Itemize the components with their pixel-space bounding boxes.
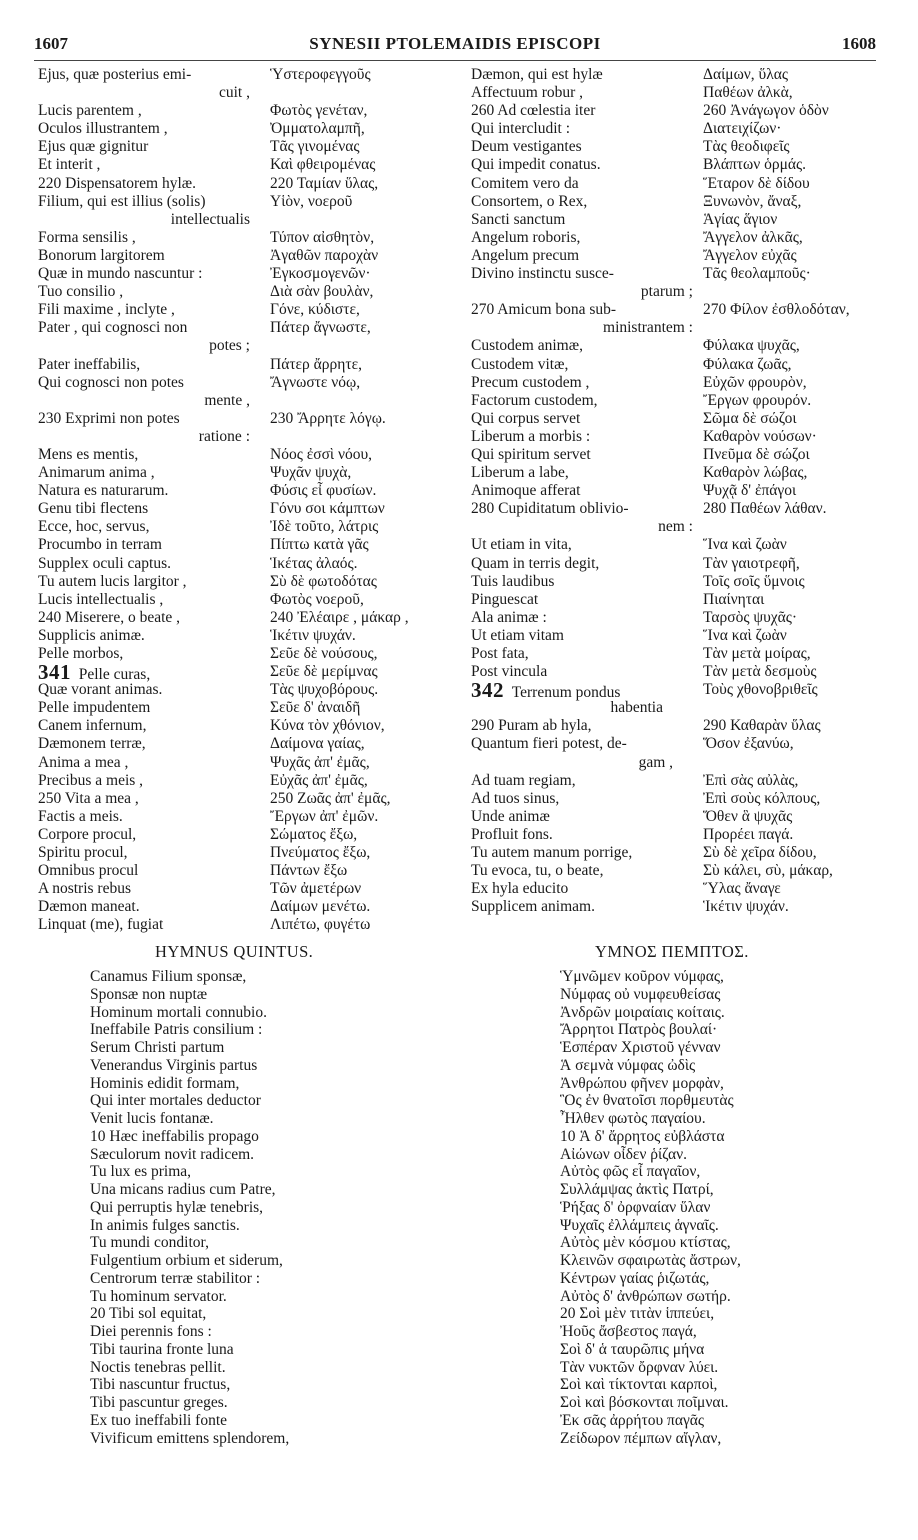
text-line: Deum vestigantes	[471, 138, 582, 156]
verse-line: Hominis edidit formam,	[90, 1074, 240, 1092]
text-line: 230 Exprimi non potes	[38, 409, 180, 427]
text-line: Ἀγαθῶν παροχὰν	[270, 246, 379, 264]
verse-line: Νύμφας οὐ νυμφευθείσας	[560, 985, 721, 1003]
text-line: Sancti sanctum	[471, 210, 566, 228]
text-line: Qui impedit conatus.	[471, 156, 601, 174]
text-line: Dæmonem terræ,	[38, 735, 146, 753]
text-line: Πίπτω κατὰ γᾶς	[270, 536, 369, 554]
text-line: Ἐγκοσμογενῶν·	[270, 265, 371, 283]
text-line: Διατειχίζων·	[703, 120, 782, 138]
text-line: Ἐπὶ σὰς αὐλὰς,	[703, 771, 799, 789]
text-line: Ἐπὶ σοὺς κόλπους,	[703, 789, 821, 807]
text-line: Filium, qui est illius (solis)	[38, 192, 206, 210]
text-line: Supplicis animæ.	[38, 626, 145, 644]
text-line: Νόος ἐσσὶ νόου,	[270, 445, 373, 463]
text-line: habentia	[610, 699, 663, 717]
text-line: Ad tuam regiam,	[471, 771, 576, 789]
text-line: Καὶ φθειρομένας	[270, 156, 376, 174]
verse-line: 20 Tibi sol equitat,	[90, 1305, 207, 1323]
verse-line: Σοὶ δ' ἁ ταυρῶπις μήνα	[560, 1340, 705, 1358]
latin-column-left	[38, 66, 250, 935]
text-line: Comitem vero da	[471, 174, 579, 192]
text-line: Animarum anima ,	[38, 464, 155, 482]
text-line: Ex hyla educito	[471, 880, 569, 898]
text-line: intellectualis	[170, 210, 250, 228]
text-line: Factorum custodem,	[471, 391, 598, 409]
text-line: Πάτερ ἄγνωστε,	[270, 319, 371, 337]
text-line: Liberum a labe,	[471, 464, 569, 482]
text-line: Ψυχᾶς ἀπ' ἐμᾶς,	[270, 753, 370, 771]
verse-line: Αὐτὸς φῶς εἶ παγαῖον,	[560, 1163, 701, 1181]
text-span: Terrenum pondus	[511, 684, 621, 702]
text-line: Ἱκέτας ἀλαός.	[270, 554, 358, 572]
text-line: Quantum fieri potest, de-	[471, 735, 627, 753]
text-line: Mens es mentis,	[38, 445, 139, 463]
text-line: mente ,	[204, 391, 250, 409]
text-line: 260 Ἀνάγωγον ὁδὸν	[703, 102, 829, 120]
verse-line: Ἐκ σᾶς ἀρρήτου παγᾶς	[560, 1411, 705, 1429]
text-line: Profluit fons.	[471, 825, 553, 843]
verse-line: Venit lucis fontanæ.	[90, 1110, 214, 1127]
text-line: Qui intercludit :	[471, 120, 571, 138]
verse-line: Ἑσπέραν Χριστοῦ γένναν	[560, 1039, 721, 1056]
page-number-left: 1607	[34, 34, 68, 53]
text-line: Τύπον αἰσθητὸν,	[270, 228, 375, 246]
verse-line: Ex tuo ineffabili fonte	[90, 1411, 228, 1429]
hymn-latin-text	[90, 968, 430, 1447]
text-line: Υἱὸν, νοεροῦ	[270, 192, 353, 210]
text-line: Spiritu procul,	[38, 844, 128, 862]
blank-line	[703, 754, 893, 772]
text-line: Δαίμονα γαίας,	[270, 735, 365, 753]
text-line: Bonorum largitorem	[38, 246, 165, 264]
text-line: Fili maxime , inclyte ,	[38, 301, 175, 319]
text-line: Δαίμων μενέτω.	[270, 898, 371, 916]
header-rule	[34, 60, 876, 61]
text-line: Unde animæ	[471, 807, 550, 825]
text-line: Pater ineffabilis,	[38, 355, 141, 373]
text-line: Natura es naturarum.	[38, 482, 169, 500]
text-line: 260 Ad cœlestia iter	[471, 102, 596, 120]
text-line: Τὰς ψυχοβόρους.	[270, 681, 379, 699]
text-span: Pelle curas,	[78, 666, 151, 684]
hymn-title-latin: HYMNUS QUINTUS.	[155, 942, 314, 961]
text-line: Εὐχᾶς ἀπ' ἐμᾶς,	[270, 771, 368, 789]
verse-line: Venerandus Virginis partus	[90, 1056, 258, 1074]
text-line: Λιπέτω, φυγέτω	[270, 916, 371, 934]
text-line: Ad tuos sinus,	[471, 789, 560, 807]
verse-line: 20 Σοὶ μὲν τιτὰν ἱππεύει,	[560, 1305, 715, 1323]
text-line: Ὕλας ἄναγε	[703, 880, 781, 898]
verse-line: Αὐτὸς δ' ἀνθρώπων σωτήρ.	[560, 1287, 731, 1305]
verse-line: Ἀνθρώπου φῆνεν μορφὰν,	[560, 1074, 724, 1092]
text-line	[471, 678, 693, 703]
text-line: Post fata,	[471, 645, 529, 662]
verse-line: Ἀνδρῶν μοιραίαις κοίταις.	[560, 1003, 725, 1021]
text-line: Σεῦε δ' ἀναιδῆ	[270, 699, 361, 717]
text-line: Ejus, quæ posterius emi-	[38, 66, 192, 83]
text-line: Πάτερ ἄρρητε,	[270, 355, 362, 373]
text-line: Κύνα τὸν χθόνιον,	[270, 717, 385, 735]
text-line: Pelle impudentem	[38, 699, 151, 717]
text-line: Angelum roboris,	[471, 228, 581, 246]
text-line: Ἔργων φρουρόν.	[703, 391, 812, 409]
text-line: Τοὺς χθονοβριθεῖς	[703, 681, 818, 699]
text-line: 290 Puram ab hyla,	[471, 717, 592, 735]
text-line: Τοῖς σοῖς ὕμνοις	[703, 572, 805, 590]
verse-line: Noctis tenebras pellit.	[90, 1358, 226, 1376]
text-line: Φύλακα ζωᾶς,	[703, 355, 792, 373]
text-line: gam ,	[638, 753, 673, 771]
text-line: Ἵνα καὶ ζωὰν	[703, 626, 787, 644]
text-line: Divino instinctu susce-	[471, 265, 614, 283]
text-line: Προρέει παγά.	[703, 825, 794, 843]
verse-line: 10 Hæc ineffabilis propago	[90, 1127, 259, 1145]
text-line: Τῶν ἀμετέρων	[270, 880, 362, 898]
text-line: Φύλακα ψυχᾶς,	[703, 337, 800, 355]
text-line: 280 Παθέων λάθαν.	[703, 500, 827, 518]
text-line: Ὀμματολαμπῆ,	[270, 120, 365, 138]
text-line: Pelle morbos,	[38, 645, 124, 662]
text-line: Φωτὸς γενέταν,	[270, 102, 368, 120]
blank-line	[270, 337, 460, 355]
text-line: Σὺ κάλει, σὺ, μάκαρ,	[703, 862, 833, 880]
verse-line: Tibi taurina fronte luna	[90, 1340, 234, 1358]
page-number-right: 1608	[842, 34, 876, 53]
text-line: cuit ,	[219, 84, 250, 102]
text-line: Post vincula	[471, 663, 548, 681]
text-line: Tu autem lucis largitor ,	[38, 572, 187, 590]
text-line: Ἄγγελον ἀλκᾶς,	[703, 228, 803, 246]
verse-line: In animis fulges sanctis.	[90, 1216, 240, 1234]
blank-line	[703, 283, 893, 301]
text-line: Tuis laudibus	[471, 572, 555, 590]
text-line: Anima a mea ,	[38, 753, 129, 771]
text-line: Forma sensilis ,	[38, 228, 136, 246]
verse-line: Σοὶ καὶ τίκτονται καρποὶ,	[560, 1376, 718, 1394]
text-line: Ἵνα καὶ ζωὰν	[703, 536, 787, 554]
text-line: Ala animæ :	[471, 608, 547, 626]
text-line: Τὰν μετὰ μοίρας,	[703, 645, 811, 662]
verse-line: Qui inter mortales deductor	[90, 1092, 261, 1110]
text-line: Τὰν μετὰ δεσμοὺς	[703, 663, 817, 681]
text-line: 230 Ἄρρητε λόγῳ.	[270, 409, 386, 427]
text-line: Dæmon maneat.	[38, 898, 140, 916]
text-line: Precibus a meis ,	[38, 771, 144, 789]
text-line: Dæmon, qui est hylæ	[471, 66, 603, 83]
text-line: Oculos illustrantem ,	[38, 120, 168, 138]
text-line: Τὰν γαιοτρεφῆ,	[703, 554, 800, 572]
text-line	[38, 660, 250, 685]
verse-line: Tu hominum servator.	[90, 1287, 227, 1305]
verse-line: Tu mundi conditor,	[90, 1234, 209, 1252]
text-line: Ταρσὸς ψυχᾶς·	[703, 608, 798, 626]
text-line: Ἱκέτιν ψυχάν.	[270, 626, 356, 644]
verse-line: Κλεινῶν σφαιρωτὰς ἄστρων,	[560, 1252, 741, 1269]
text-line: Quam in terris degit,	[471, 554, 600, 572]
verse-line: Ζείδωρον πέμπων αἴγλαν,	[560, 1429, 722, 1447]
verse-line: Fulgentium orbium et siderum,	[90, 1252, 283, 1269]
text-line: Supplicem animam.	[471, 898, 595, 916]
text-line: 240 Miserere, o beate ,	[38, 608, 181, 626]
text-line: 290 Καθαρὰν ὕλας	[703, 717, 821, 735]
text-line: Διὰ σὰν βουλὰν,	[270, 283, 374, 301]
text-line: Custodem animæ,	[471, 337, 583, 355]
text-line: Σὺ δὲ χεῖρα δίδου,	[703, 844, 817, 862]
text-line: Lucis intellectualis ,	[38, 590, 164, 608]
blank-line	[703, 699, 893, 717]
text-line: Ἔργων ἀπ' ἐμῶν.	[270, 807, 379, 825]
text-line: Animoque afferat	[471, 482, 581, 500]
verse-line: Αὐτὸς μὲν κόσμου κτίστας,	[560, 1234, 731, 1252]
text-line: Ut etiam in vita,	[471, 536, 572, 554]
text-line: Procumbo in terram	[38, 536, 162, 554]
text-line: Affectuum robur ,	[471, 84, 584, 102]
text-line: Canem infernum,	[38, 717, 147, 735]
verse-line: Ἦλθεν φωτὸς παγαίου.	[560, 1110, 706, 1127]
text-line: Tu autem manum porrige,	[471, 844, 633, 862]
text-line: Σεῦε δὲ νούσους,	[270, 645, 378, 662]
hymn-greek-text	[560, 968, 890, 1447]
text-line: Quæ vorant animas.	[38, 681, 163, 699]
text-line: Τᾶς γινομένας	[270, 138, 360, 156]
text-line: Pater , qui cognosci non	[38, 319, 188, 337]
text-line: ratione :	[198, 427, 250, 445]
text-line: Φωτὸς νοεροῦ,	[270, 590, 364, 608]
verse-line: Σοὶ καὶ βόσκονται ποῖμναι.	[560, 1394, 729, 1411]
text-line: Σὺ δὲ φωτοδότας	[270, 572, 377, 590]
verse-line: Τὰν νυκτῶν ὄρφναν λύει.	[560, 1358, 719, 1376]
latin-column-right	[471, 66, 693, 916]
text-line: ptarum ;	[640, 283, 693, 301]
text-line: 250 Ζωᾶς ἀπ' ἐμᾶς,	[270, 789, 391, 807]
verse-line: Ψυχαῖς ἐλλάμπεις ἁγναῖς.	[560, 1216, 719, 1234]
verse-line: Tibi nascuntur fructus,	[90, 1376, 231, 1394]
text-line: Πνεύματος ἔξω,	[270, 844, 371, 862]
text-line: Καθαρὸν νούσων·	[703, 427, 817, 445]
text-line: Βλάπτων ὁρμάς.	[703, 156, 807, 174]
text-line: Εὐχῶν φρουρὸν,	[703, 373, 807, 391]
text-line: Δαίμων, ὕλας	[703, 66, 788, 83]
text-line: Qui spiritum servet	[471, 445, 591, 463]
verse-line: Qui perruptis hylæ tenebris,	[90, 1198, 264, 1216]
verse-line: Tibi pascuntur greges.	[90, 1394, 228, 1411]
verse-line: Ῥήξας δ' ὀρφναίαν ὕλαν	[560, 1198, 711, 1216]
text-line: Corpore procul,	[38, 825, 137, 843]
text-line: Παθέων ἀλκὰ,	[703, 84, 793, 102]
text-line: Πιαίνηται	[703, 590, 765, 608]
text-line: Τὰς θεοδιφεῖς	[703, 138, 790, 156]
text-line: Qui cognosci non potes	[38, 373, 184, 391]
text-line: Ut etiam vitam	[471, 626, 564, 644]
text-line: 220 Dispensatorem hylæ.	[38, 174, 196, 192]
text-line: Angelum precum	[471, 246, 580, 264]
text-line: Γόνε, κύδιστε,	[270, 301, 360, 319]
text-line: 270 Φίλον ἐσθλοδόταν,	[703, 301, 850, 319]
verse-line: Ἄρρητοι Πατρὸς βουλαί·	[560, 1021, 718, 1039]
verse-line: Sæculorum novit radicem.	[90, 1145, 255, 1163]
running-title: SYNESII PTOLEMAIDIS EPISCOPI	[309, 34, 601, 53]
text-line: Tu evoca, tu, o beate,	[471, 862, 604, 880]
text-line: 240 Ἐλέαιρε , μάκαρ ,	[270, 608, 409, 626]
verse-line: Hominum mortali connubio.	[90, 1003, 267, 1021]
text-line: Ἄγνωστε νόῳ,	[270, 373, 361, 391]
column-marker: 342	[471, 678, 504, 703]
blank-line	[270, 211, 460, 229]
text-line: Consortem, o Rex,	[471, 192, 588, 210]
verse-line: 10 Ἁ δ' ἄρρητος εὐβλάστα	[560, 1127, 725, 1145]
text-line: Ὅσον ἐξανύω,	[703, 735, 794, 753]
text-line: Custodem vitæ,	[471, 355, 569, 373]
text-line: Quæ in mundo nascuntur :	[38, 265, 203, 283]
text-line: Ξυνωνὸν, ἄναξ,	[703, 192, 802, 210]
verse-line: Una micans radius cum Patre,	[90, 1181, 276, 1198]
text-line: Φύσις εἶ φυσίων.	[270, 482, 377, 500]
text-line: Πνεῦμα δὲ σώζοι	[703, 445, 810, 463]
verse-line: Αἰώνων οἶδεν ῥίζαν.	[560, 1145, 688, 1163]
blank-line	[270, 84, 460, 102]
text-line: potes ;	[209, 337, 250, 355]
text-line: Lucis parentem ,	[38, 102, 142, 120]
text-line: Σεῦε δὲ μερίμνας	[270, 663, 378, 681]
greek-column-right	[703, 66, 893, 916]
text-line: Σώματος ἔξω,	[270, 825, 358, 843]
text-line: Pinguescat	[471, 590, 539, 608]
verse-line: Ὑμνῶμεν κοῦρον νύμφας,	[560, 968, 724, 985]
verse-line: Tu lux es prima,	[90, 1163, 192, 1181]
verse-line: Κέντρων γαίας ῥιζωτάς,	[560, 1269, 710, 1287]
text-line: 250 Vita a mea ,	[38, 789, 139, 807]
text-line: Omnibus procul	[38, 862, 139, 880]
text-line: Et interit ,	[38, 156, 101, 174]
text-line: Γόνυ σοι κάμπτων	[270, 500, 385, 518]
verse-line: Serum Christi partum	[90, 1039, 225, 1056]
text-line: Ἰδὲ τοῦτο, λάτρις	[270, 518, 379, 536]
blank-line	[270, 428, 460, 446]
running-header	[34, 34, 876, 56]
text-line: Genu tibi flectens	[38, 500, 149, 518]
verse-line: Ἠοῦς ἄσβεστος παγά,	[560, 1323, 697, 1340]
blank-line	[703, 518, 893, 536]
text-line: Ψυχᾷ δ' ἐπάγοι	[703, 482, 797, 500]
text-line: 280 Cupiditatum oblivio-	[471, 500, 629, 518]
text-line: Ἄγγελον εὐχᾶς	[703, 246, 797, 264]
text-line: Ὑστεροφεγγοῦς	[270, 66, 371, 83]
column-marker: 341	[38, 660, 71, 685]
text-line: nem :	[658, 518, 693, 536]
text-line: Factis a meis.	[38, 807, 123, 825]
text-line: 270 Amicum bona sub-	[471, 301, 617, 319]
text-line: A nostris rebus	[38, 880, 131, 898]
text-line: Ἕταρον δὲ δίδου	[703, 174, 810, 192]
text-line: Precum custodem ,	[471, 373, 590, 391]
greek-column-left	[270, 66, 460, 935]
text-line: Liberum a morbis :	[471, 427, 591, 445]
text-line: Ejus quæ gignitur	[38, 138, 149, 156]
verse-line: Diei perennis fons :	[90, 1323, 212, 1340]
text-line: Linquat (me), fugiat	[38, 916, 164, 934]
text-line: Σῶμα δὲ σώζοι	[703, 409, 797, 427]
verse-line: Συλλάμψας ἀκτὶς Πατρί,	[560, 1181, 714, 1198]
verse-line: Centrorum terræ stabilitor :	[90, 1269, 261, 1287]
text-line: Tuo consilio ,	[38, 283, 124, 301]
text-line: Ψυχᾶν ψυχὰ,	[270, 464, 352, 482]
text-line: Ecce, hoc, servus,	[38, 518, 150, 536]
verse-line: Vivificum emittens splendorem,	[90, 1429, 290, 1447]
text-line: 220 Ταμίαν ὕλας,	[270, 174, 379, 192]
blank-line	[703, 319, 893, 337]
verse-line: Ἁ σεμνὰ νύμφας ὠδὶς	[560, 1056, 696, 1074]
text-line: Καθαρὸν λώβας,	[703, 464, 808, 482]
verse-line: Sponsæ non nuptæ	[90, 985, 208, 1003]
verse-line: Canamus Filium sponsæ,	[90, 968, 247, 985]
text-line: Ὅθεν ἃ ψυχᾶς	[703, 807, 793, 825]
verse-line: Ὃς ἐν θνατοῖσι πορθμευτὰς	[560, 1092, 734, 1110]
hymn-title-greek: ΥΜΝΟΣ ΠΕΜΠΤΟΣ.	[595, 942, 749, 961]
text-line: Qui corpus servet	[471, 409, 581, 427]
text-line: Ἱκέτιν ψυχάν.	[703, 898, 789, 916]
text-line: ministrantem :	[603, 319, 693, 337]
text-line: Τᾶς θεολαμποῦς·	[703, 265, 811, 283]
text-line: Ἁγίας ἅγιον	[703, 210, 778, 228]
text-line: Supplex oculi captus.	[38, 554, 172, 572]
text-line: Πάντων ἔξω	[270, 862, 348, 880]
blank-line	[270, 392, 460, 410]
verse-line: Ineffabile Patris consilium :	[90, 1021, 263, 1039]
